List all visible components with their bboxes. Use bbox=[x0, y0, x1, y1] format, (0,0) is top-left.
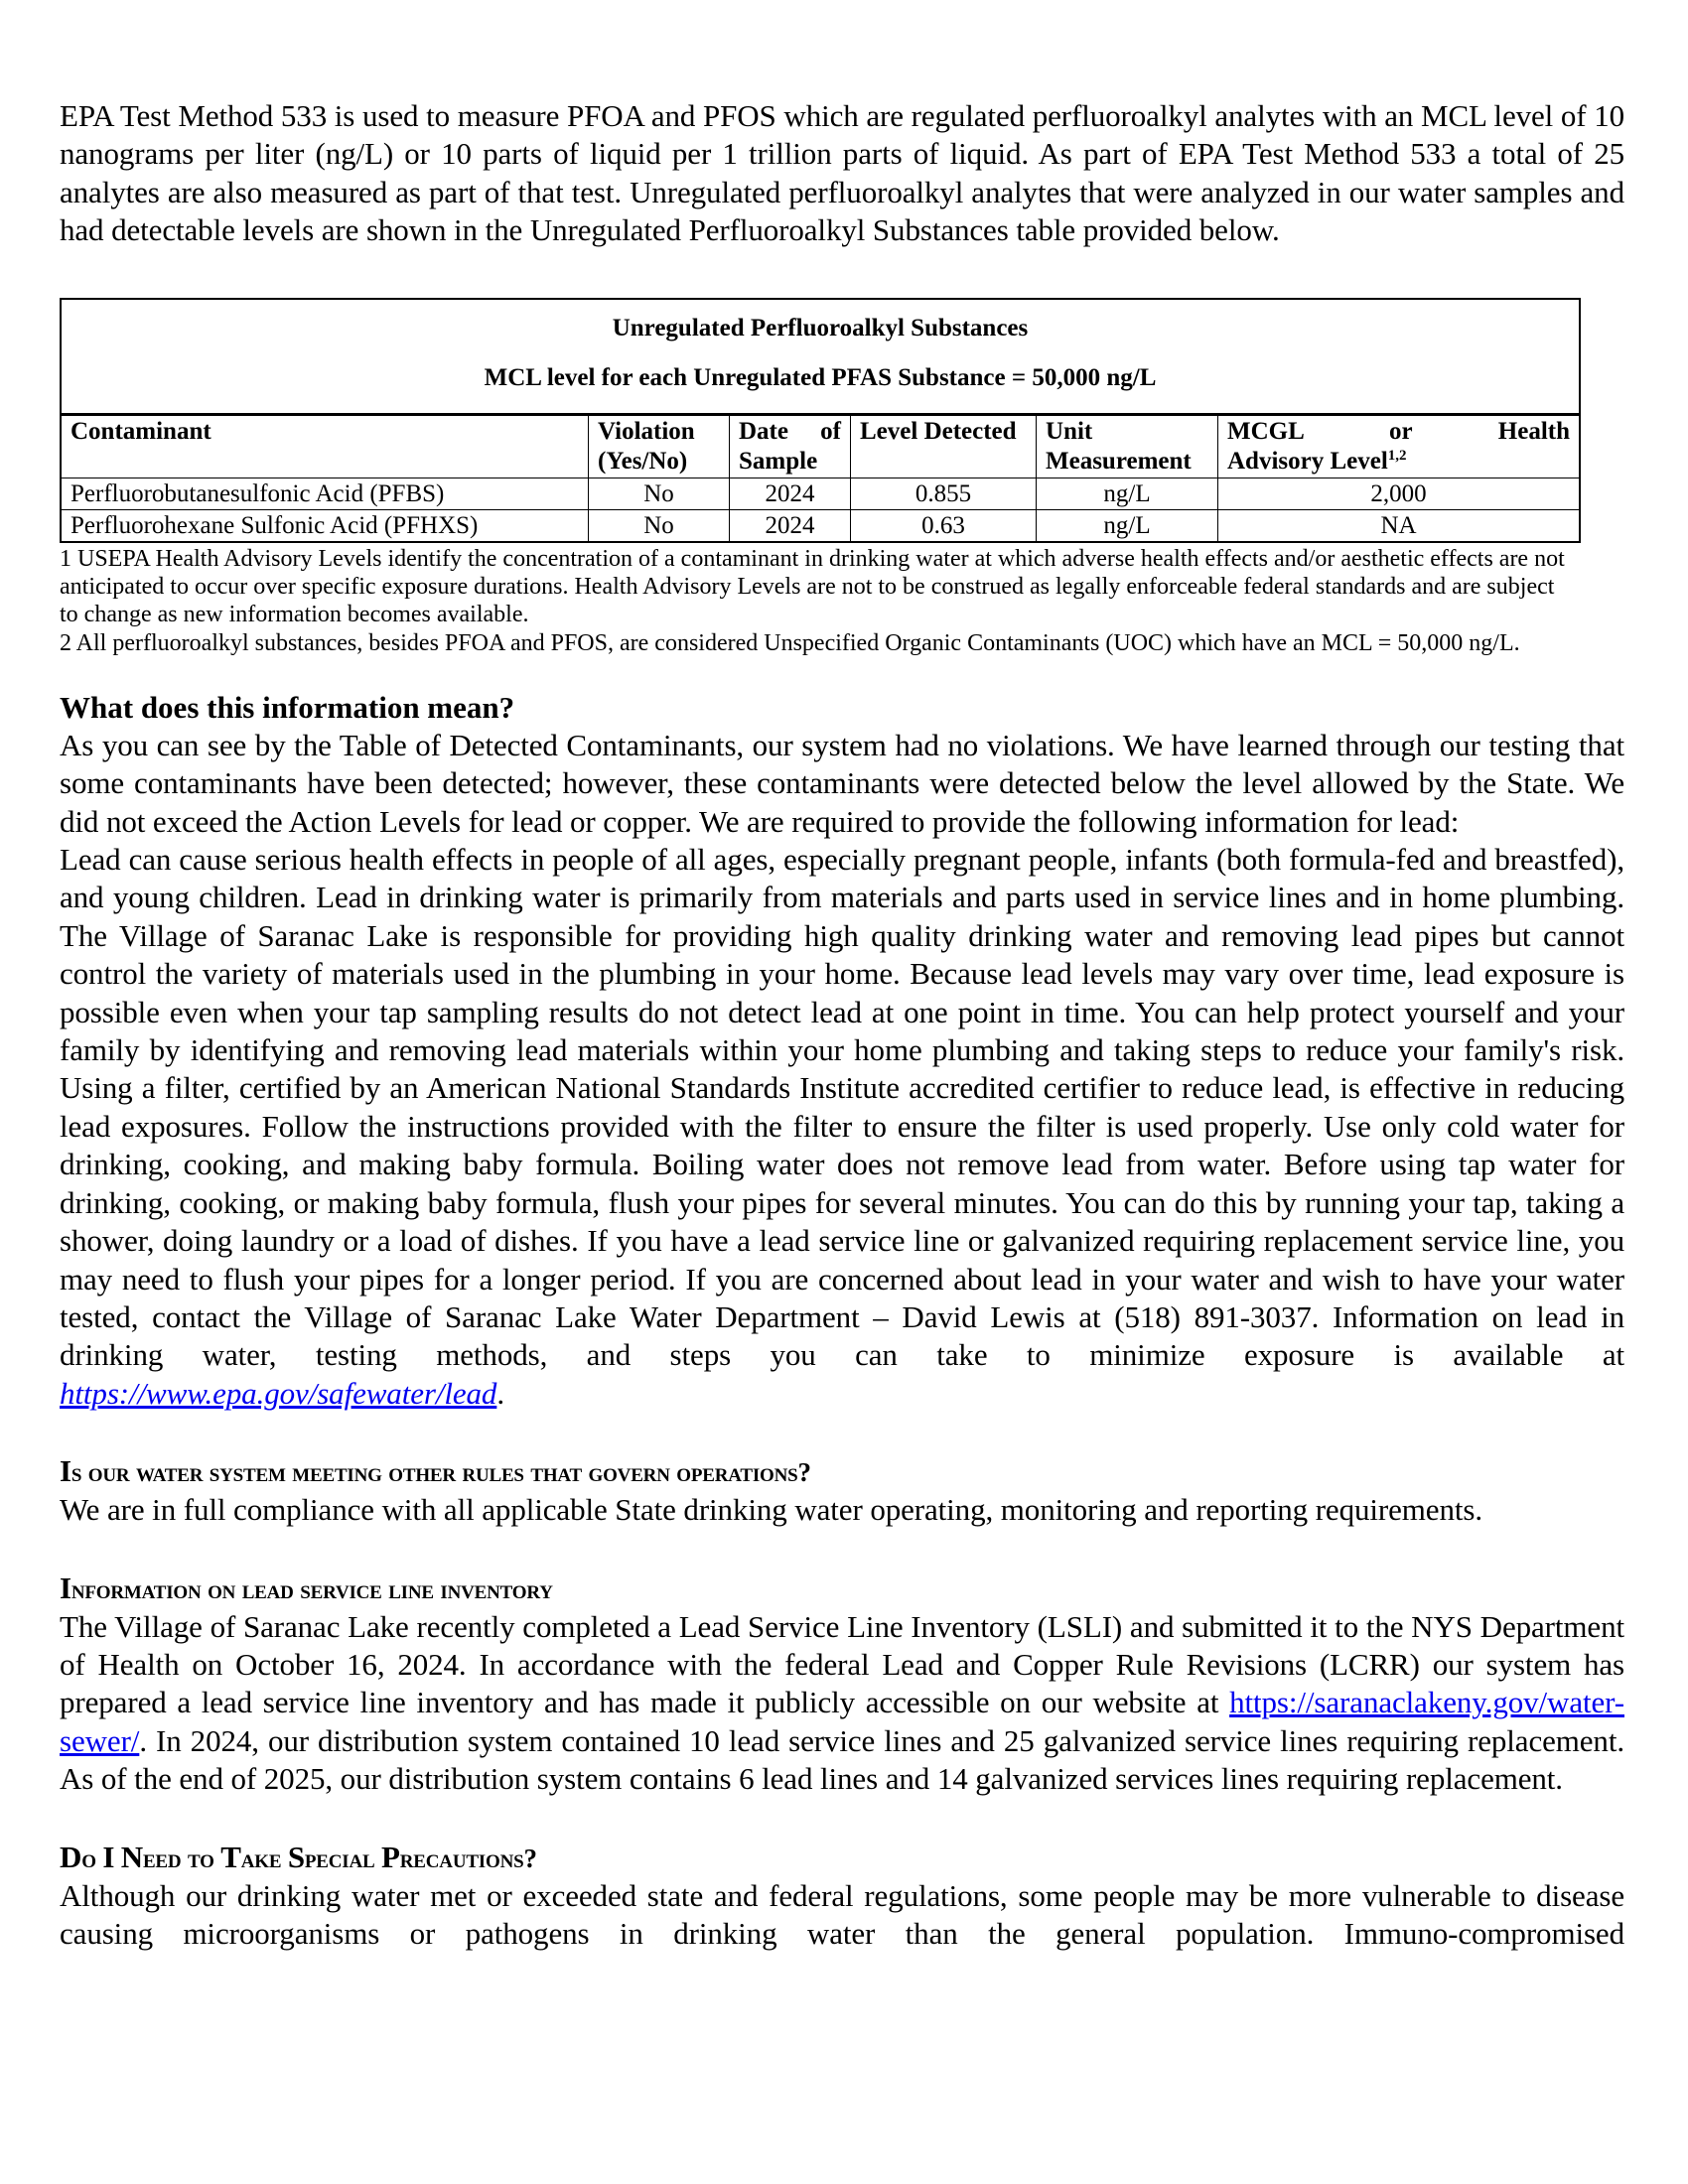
lsli-paragraph: The Village of Saranac Lake recently completed a Lead Service Line Inventory (LSLI) and submitted it to the NYS Department of Health on October 16, 2024. In accordance with the federal Lead and Copper Rule Revisions (LCRR) our system has prepared a lead service line inventory and has made it publicly accessible on our website at https://saranaclakeny.gov/water-sewer/. In 2024, our distribution system contained 10 lead service lines and 25 galvanized service lines requiring replacement. As of the end of 2025, our distribution system contains 6 lead lines and 14 galvanized services lines requiring replacement. bbox=[60, 1608, 1624, 1797]
cell-date: 2024 bbox=[730, 509, 851, 542]
lead-paragraph-end: . bbox=[496, 1375, 504, 1411]
header-unit bbox=[1037, 414, 1218, 478]
spacer bbox=[60, 1799, 1624, 1839]
meaning-paragraph-1: As you can see by the Table of Detected Contaminants, our system had no violations. We have learned through our testing that some contaminants have been detected; however, these contaminants were detected below the level allowed by the State. We did not exceed the Action Levels for lead or copper. We are required to provide the following information for lead: bbox=[60, 727, 1624, 839]
header-level: Level Detected bbox=[851, 414, 1037, 478]
cell-unit: ng/L bbox=[1037, 478, 1218, 509]
lead-paragraph-text: Lead can cause serious health effects in people of all ages, especially pregnant people, infants (both formula-fed and breastfed), and young children. Lead in drinking water is primarily from materials and parts used in service lines and in home plumbing. The Village of Saranac Lake is responsible for providing high quality drinking water and removing lead pipes but cannot control the variety of materials used in the plumbing in your home. Because lead levels may vary over time, lead exposure is possible even when your tap sampling results do not detect lead at one point in time. You can help protect yourself and your family by identifying and removing lead materials within your home plumbing and taking steps to reduce your family's risk. Using a filter, certified by an American National Standards Institute accredited certifier to reduce lead, is effective in reducing lead exposures. Follow the instructions provided with the filter to ensure the filter is used properly. Use only cold water for drinking, cooking, and making baby formula. Boiling water does not remove lead from water. Before using tap water for drinking, cooking, or making baby formula, flush your pipes for several minutes. You can do this by running your tap, taking a shower, doing laundry or a load of dishes. If you have a lead service line or galvanized requiring replacement service line, you may need to flush your pipes for a longer period. If you are concerned about lead in your water and wish to have your water tested, contact the Village of Saranac Lake Water Department – David Lewis at (518) 891-3037. Information on lead in drinking water, testing methods, and steps you can take to minimize exposure is available at bbox=[60, 842, 1624, 1373]
cell-mcgl: 2,000 bbox=[1218, 478, 1581, 509]
header-mcgl-footnote-ref: 1,2 bbox=[1387, 447, 1407, 464]
cell-contaminant: Perfluorobutanesulfonic Acid (PFBS) bbox=[61, 478, 589, 509]
lsli-heading: Information on lead service line inventory bbox=[60, 1570, 553, 1605]
header-date-line1: Date of bbox=[739, 417, 841, 445]
header-mcgl-line1: MCGL or Health bbox=[1227, 417, 1570, 445]
cell-violation: No bbox=[589, 478, 730, 509]
table-footnotes bbox=[60, 545, 1569, 657]
cell-contaminant: Perfluorohexane Sulfonic Acid (PFHXS) bbox=[61, 509, 589, 542]
header-contaminant: Contaminant bbox=[61, 414, 589, 478]
header-unit-line1: Unit bbox=[1046, 417, 1093, 445]
lead-paragraph bbox=[60, 841, 1624, 1413]
saranac-lake-water-sewer-link[interactable]: https://saranaclakeny.gov/water-sewer/ bbox=[60, 1685, 1624, 1758]
rules-heading: Is our water system meeting other rules that govern operations? bbox=[60, 1453, 811, 1489]
header-mcgl-line2: Advisory Level bbox=[1227, 447, 1388, 475]
cell-mcgl: NA bbox=[1218, 509, 1581, 542]
epa-lead-link[interactable]: https://www.epa.gov/safewater/lead bbox=[60, 1375, 497, 1411]
pfas-table bbox=[60, 298, 1581, 543]
table-title-row bbox=[61, 299, 1580, 415]
header-violation-line1: Violation bbox=[598, 417, 695, 445]
header-mcgl bbox=[1218, 414, 1581, 478]
header-date bbox=[730, 414, 851, 478]
rules-paragraph: We are in full compliance with all applicable State drinking water operating, monitoring and reporting requirements. bbox=[60, 1492, 1482, 1528]
precautions-heading: Do I Need to Take Special Precautions? bbox=[60, 1839, 537, 1874]
header-violation bbox=[589, 414, 730, 478]
cell-unit: ng/L bbox=[1037, 509, 1218, 542]
header-date-line2: Sample bbox=[739, 447, 818, 475]
intro-paragraph: EPA Test Method 533 is used to measure PFOA and PFOS which are regulated perfluoroalkyl analytes with an MCL level of 10 nanograms per liter (ng/L) or 10 parts of liquid per 1 trillion parts of liquid. As part of EPA Test Method 533 a total of 25 analytes are also measured as part of that test. Unregulated perfluoroalkyl analytes that were analyzed in our water samples and had detectable levels are shown in the Unregulated Perfluoroalkyl Substances table provided below. bbox=[60, 98, 1624, 248]
document-page bbox=[60, 97, 1624, 1953]
footnote-2: 2 All perfluoroalkyl substances, besides PFOA and PFOS, are considered Unspecified Organic Contaminants (UOC) which have an MCL = 50,000 ng/L. bbox=[60, 629, 1520, 656]
spacer bbox=[60, 1413, 1624, 1452]
cell-violation: No bbox=[589, 509, 730, 542]
cell-date: 2024 bbox=[730, 478, 851, 509]
cell-level: 0.63 bbox=[851, 509, 1037, 542]
footnote-1: 1 USEPA Health Advisory Levels identify the concentration of a contaminant in drinking water at which adverse health effects and/or aesthetic effects are not anticipated to occur over specific exposure durations. Health Advisory Levels are not to be construed as legally enforceable federal standards and are subject to change as new information becomes available. bbox=[60, 545, 1565, 628]
table-header-row bbox=[61, 414, 1580, 478]
table-subtitle: MCL level for each Unregulated PFAS Substance = 50,000 ng/L bbox=[484, 363, 1157, 391]
cell-level: 0.855 bbox=[851, 478, 1037, 509]
table-title-cell bbox=[61, 299, 1580, 415]
table-title: Unregulated Perfluoroalkyl Substances bbox=[612, 314, 1029, 341]
header-violation-line2: (Yes/No) bbox=[598, 447, 688, 475]
spacer bbox=[60, 1530, 1624, 1570]
header-unit-line2: Measurement bbox=[1046, 447, 1192, 475]
meaning-heading: What does this information mean? bbox=[60, 689, 515, 725]
table-row bbox=[61, 509, 1580, 542]
precautions-paragraph: Although our drinking water met or exceeded state and federal regulations, some people may be more vulnerable to disease causing microorganisms or pathogens in drinking water than the general population. Immuno-compromised bbox=[60, 1877, 1624, 1951]
table-row bbox=[61, 478, 1580, 509]
